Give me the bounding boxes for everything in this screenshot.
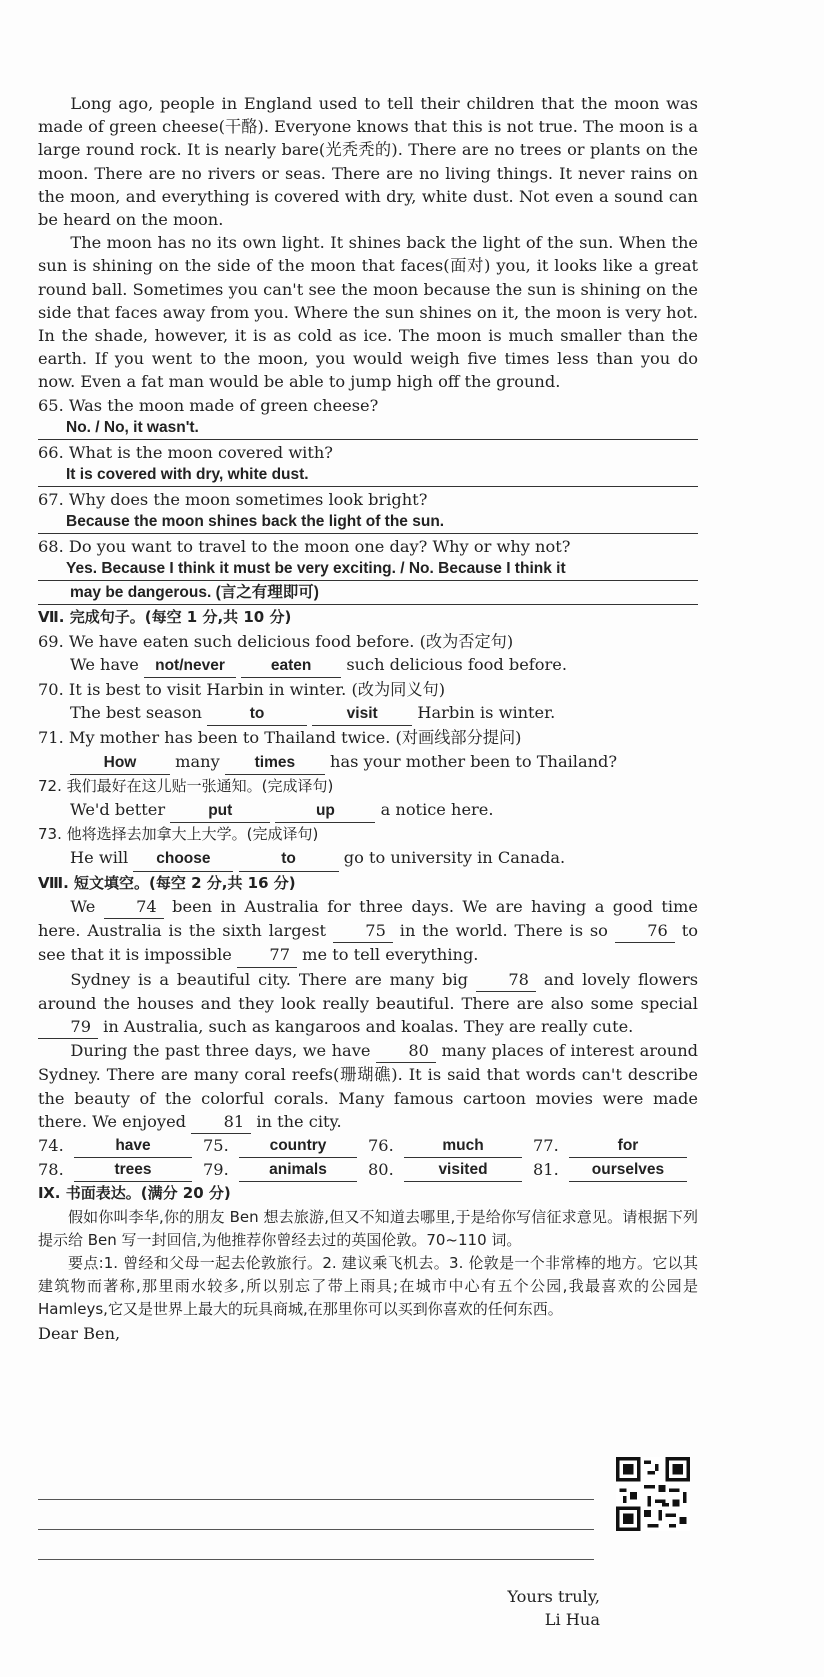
qr-code-icon	[616, 1457, 690, 1531]
answer-69: We have not/never eaten such delicious food before.	[38, 653, 698, 678]
answer-72-blank-2: up	[275, 799, 375, 823]
answer-70-blank-2: visit	[312, 702, 412, 726]
blank-77: 77	[237, 943, 297, 967]
blank-79: 79	[38, 1015, 98, 1039]
cloze-paragraph-2: Sydney is a beautiful city. There are many big 78 and lovely flowers around the houses and they look really beautiful. There are also some special 79 in Australia, such as kangaroos and koalas. They are really cute.	[38, 968, 698, 1040]
section-7-title: Ⅶ. 完成句子。(每空 1 分,共 10 分)	[38, 608, 292, 627]
worksheet	[38, 92, 698, 1345]
writing-prompt: 假如你叫李华,你的朋友 Ben 想去旅游,但又不知道去哪里,于是给你写信征求意见。请根据下列提示给 Ben 写一封回信,为他推荐你曾经去过的英国伦敦。70~110 词。	[38, 1207, 698, 1249]
blank-76: 76	[615, 919, 675, 943]
answer-68-line-2	[38, 582, 698, 605]
cloze-paragraph-1: We 74 been in Australia for three days. We are having a good time here. Australia is the sixth largest 75 in the world. There is so 76 to see that it is impossible 77 me to tell everything.	[38, 895, 698, 968]
answer-66: It is covered with dry, white dust.	[38, 464, 698, 487]
writing-line[interactable]	[38, 1530, 594, 1560]
answer-73-blank-2: to	[239, 847, 339, 871]
question-66: 66. What is the moon covered with?	[38, 442, 333, 462]
section-9-title: Ⅸ. 书面表达。(满分 20 分)	[38, 1184, 231, 1203]
cloze-answer-76: much	[404, 1134, 522, 1158]
passage-paragraph-2: The moon has no its own light. It shines back the light of the sun. When the sun is shining on the side of the moon that faces(面对) you, it looks like a great round ball. Sometimes you can't see the moon because the sun is shining on the side that faces away from you. Where the sun shines on it, the moon is very hot. In the shade, however, it is as cold as ice. The moon is much smaller than the earth. If you went to the moon, you would weigh five times less than you do now. Even a fat man would be able to jump high off the ground.	[38, 233, 698, 392]
answer-73: He will choose to go to university in Canada.	[38, 846, 698, 871]
answer-72-blank-1: put	[170, 799, 270, 823]
cloze-answers-row-2: 78. trees 79. animals 80. visited 81. ourselves	[38, 1158, 698, 1182]
blank-78: 78	[476, 968, 536, 992]
question-70: 70. It is best to visit Harbin in winter. (改为同义句)	[38, 680, 446, 700]
answer-71-blank-1: How	[70, 751, 170, 775]
cloze-answer-75: country	[239, 1134, 357, 1158]
cloze-answer-74: have	[74, 1134, 192, 1158]
answer-69-blank-1: not/never	[144, 654, 236, 678]
passage-paragraph-1: Long ago, people in England used to tell their children that the moon was made of green cheese(干酪). Everyone knows that this is not true. The moon is a large round rock. It is nearly bare(光秃秃的). There are no trees or plants on the moon. There are no rivers or seas. There are no living things. It never rains on the moon, and everything is covered with dry, white dust. Not even a sound can be heard on the moon.	[38, 94, 698, 230]
cloze-paragraph-3: During the past three days, we have 80 many places of interest around Sydney. There are many coral reefs(珊瑚礁). It is said that words can't describe the beauty of the colorful corals. Many famous cartoon movies were made there. We enjoyed 81 in the city.	[38, 1039, 698, 1134]
cloze-answers-row-1: 74. have 75. country 76. much 77. for	[38, 1134, 698, 1158]
cloze-answer-79: animals	[239, 1158, 357, 1182]
cloze-answer-81: ourselves	[569, 1158, 687, 1182]
blank-80: 80	[376, 1039, 436, 1063]
letter-salutation: Dear Ben,	[38, 1323, 121, 1343]
signature-name: Li Hua	[544, 1610, 600, 1629]
answer-65: No. / No, it wasn't.	[38, 417, 698, 440]
writing-lines[interactable]	[38, 1470, 594, 1560]
cloze-answer-77: for	[569, 1134, 687, 1158]
question-71: 71. My mother has been to Thailand twice. (对画线部分提问)	[38, 728, 522, 748]
answer-68-text: may be dangerous. (言之有理即可)	[70, 584, 319, 602]
question-72: 72. 我们最好在这儿贴一张通知。(完成译句)	[38, 776, 334, 795]
question-69: 69. We have eaten such delicious food before. (改为否定句)	[38, 631, 514, 651]
answer-70-blank-1: to	[207, 702, 307, 726]
answer-71-blank-2: times	[225, 751, 325, 775]
writing-points: 要点:1. 曾经和父母一起去伦敦旅行。2. 建议乘飞机去。3. 伦敦是一个非常棒的地方。它以其建筑物而著称,那里雨水较多,所以别忘了带上雨具;在城市中心有五个公园,我最喜欢的公园是 Hamleys,它又是世界上最大的玩具商城,在那里你可以买到你喜欢的任何东西。	[38, 1253, 698, 1319]
blank-74: 74	[104, 895, 164, 919]
answer-68-line-1: Yes. Because I think it must be very exciting. / No. Because I think it	[38, 558, 698, 581]
question-67: 67. Why does the moon sometimes look bright?	[38, 490, 428, 510]
blank-75: 75	[333, 919, 393, 943]
section-8-title: Ⅷ. 短文填空。(每空 2 分,共 16 分)	[38, 873, 296, 892]
cloze-answer-78: trees	[74, 1158, 192, 1182]
blank-81: 81	[191, 1110, 251, 1134]
writing-line[interactable]	[38, 1470, 594, 1500]
answer-71: How many times has your mother been to Thailand?	[38, 750, 698, 775]
question-68: 68. Do you want to travel to the moon one day? Why or why not?	[38, 537, 571, 557]
answer-69-blank-2: eaten	[241, 654, 341, 678]
answer-73-blank-1: choose	[133, 847, 233, 871]
closing-phrase: Yours truly,	[507, 1587, 600, 1606]
answer-72: We'd better put up a notice here.	[38, 798, 698, 823]
cloze-answer-80: visited	[404, 1158, 522, 1182]
question-65: 65. Was the moon made of green cheese?	[38, 395, 379, 415]
question-73: 73. 他将选择去加拿大上大学。(完成译句)	[38, 825, 319, 844]
answer-67: Because the moon shines back the light of the sun.	[38, 511, 698, 534]
writing-line[interactable]	[38, 1500, 594, 1530]
letter-closing	[470, 1585, 600, 1631]
answer-70: The best season to visit Harbin is winter.	[38, 701, 698, 726]
